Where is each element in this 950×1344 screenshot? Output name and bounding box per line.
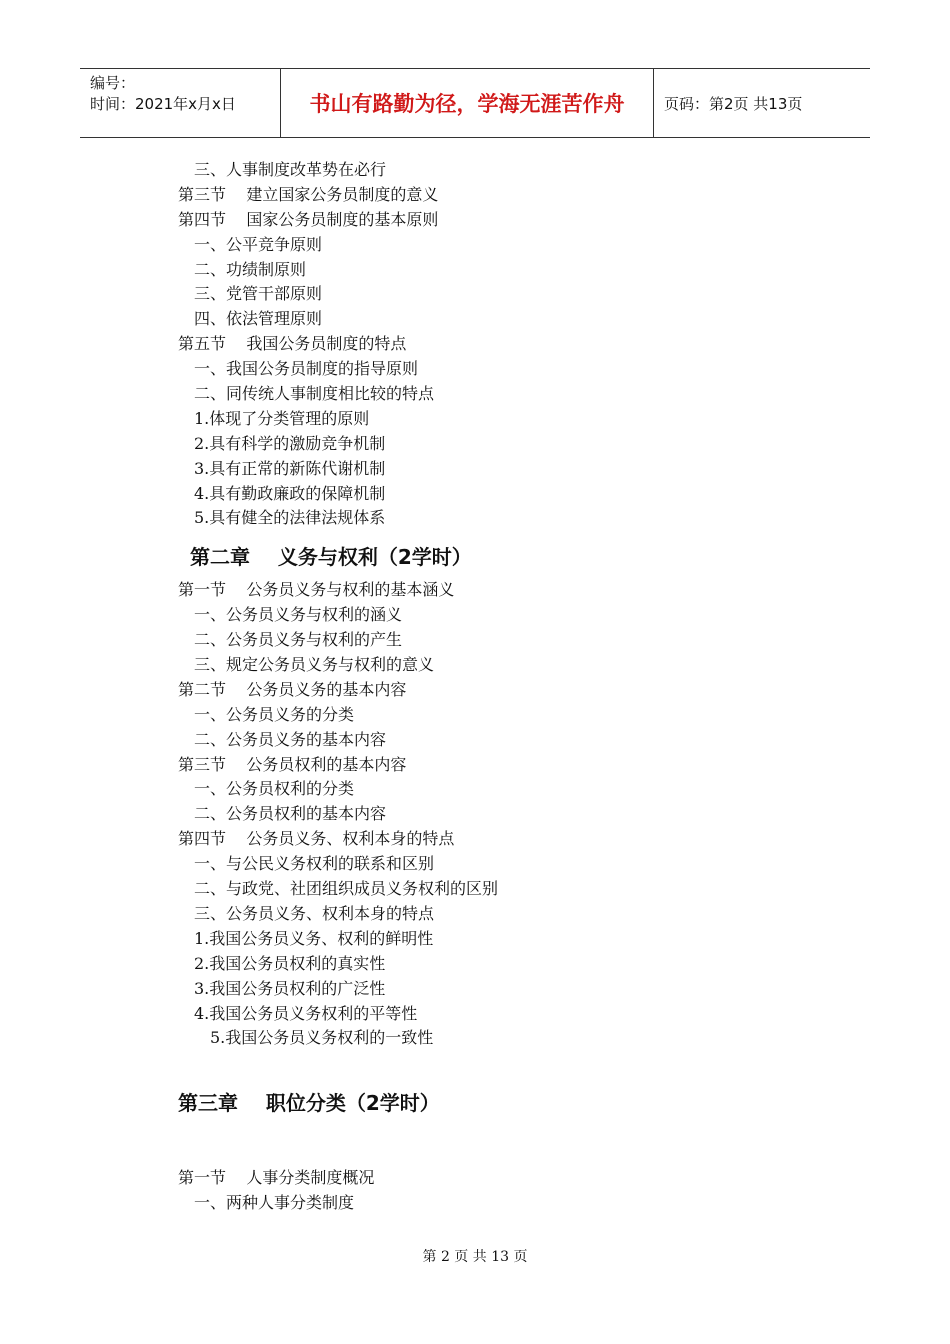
header-motto: 书山有路勤为径，学海无涯苦作舟 — [281, 69, 654, 137]
outline-block-3 — [178, 1166, 778, 1216]
chapter-2-heading: 第二章 义务与权利（2学时） — [190, 545, 472, 570]
outline-line: 1.我国公务员义务、权利的鲜明性 — [194, 928, 434, 948]
header-meta — [80, 69, 281, 137]
outline-line: 2.具有科学的激励竞争机制 — [194, 433, 386, 453]
outline-section: 第二节 公务员义务的基本内容 — [178, 679, 407, 699]
outline-line: 三、党管干部原则 — [194, 284, 323, 304]
outline-line: 二、功绩制原则 — [194, 259, 307, 279]
outline-section: 第三节 建立国家公务员制度的意义 — [178, 184, 439, 204]
outline-line: 一、公平竞争原则 — [194, 234, 323, 254]
outline-line: 1.体现了分类管理的原则 — [194, 408, 370, 428]
outline-line: 二、与政党、社团组织成员义务权利的区别 — [194, 879, 499, 899]
outline-line: 二、同传统人事制度相比较的特点 — [194, 384, 435, 404]
document-number: 编号： — [90, 74, 136, 92]
outline-line: 三、规定公务员义务与权利的意义 — [194, 655, 435, 675]
chapter-3-heading: 第三章 职位分类（2学时） — [178, 1091, 440, 1116]
outline-line: 一、与公民义务权利的联系和区别 — [194, 854, 435, 874]
page-header — [80, 68, 870, 138]
document-date: 时间：2021年x月x日 — [90, 95, 236, 113]
document-body — [178, 158, 778, 1216]
outline-line: 四、依法管理原则 — [194, 309, 323, 329]
outline-section: 第五节 我国公务员制度的特点 — [178, 334, 407, 354]
outline-line: 5.我国公务员义务权利的一致性 — [210, 1028, 434, 1048]
header-page-info: 页码：第2页 共13页 — [664, 94, 803, 113]
outline-section: 第一节 人事分类制度概况 — [178, 1168, 375, 1188]
outline-line: 一、公务员义务与权利的涵义 — [194, 605, 403, 625]
outline-section: 第四节 公务员义务、权利本身的特点 — [178, 829, 455, 849]
outline-line: 三、人事制度改革势在必行 — [194, 160, 387, 179]
outline-line: 三、公务员义务、权利本身的特点 — [194, 903, 435, 923]
outline-line: 4.我国公务员义务权利的平等性 — [194, 1003, 418, 1023]
outline-line: 一、两种人事分类制度 — [194, 1193, 355, 1213]
outline-line: 一、公务员权利的分类 — [194, 779, 355, 799]
page-footer: 第 2 页 共 13 页 — [422, 1249, 528, 1265]
outline-line: 4.具有勤政廉政的保障机制 — [194, 483, 386, 503]
outline-line: 一、我国公务员制度的指导原则 — [194, 359, 419, 379]
outline-line: 二、公务员义务与权利的产生 — [194, 630, 403, 650]
outline-section: 第四节 国家公务员制度的基本原则 — [178, 209, 439, 229]
outline-line: 二、公务员权利的基本内容 — [194, 804, 387, 824]
outline-block-1 — [178, 158, 778, 531]
outline-block-2 — [178, 578, 778, 1051]
outline-line: 5.具有健全的法律法规体系 — [194, 508, 386, 528]
outline-section: 第三节 公务员权利的基本内容 — [178, 754, 407, 774]
outline-line: 2.我国公务员权利的真实性 — [194, 953, 386, 973]
outline-line: 二、公务员义务的基本内容 — [194, 729, 387, 749]
outline-line: 3.具有正常的新陈代谢机制 — [194, 458, 386, 478]
outline-section: 第一节 公务员义务与权利的基本涵义 — [178, 580, 455, 600]
outline-line: 一、公务员义务的分类 — [194, 704, 355, 724]
outline-line: 3.我国公务员权利的广泛性 — [194, 978, 386, 998]
